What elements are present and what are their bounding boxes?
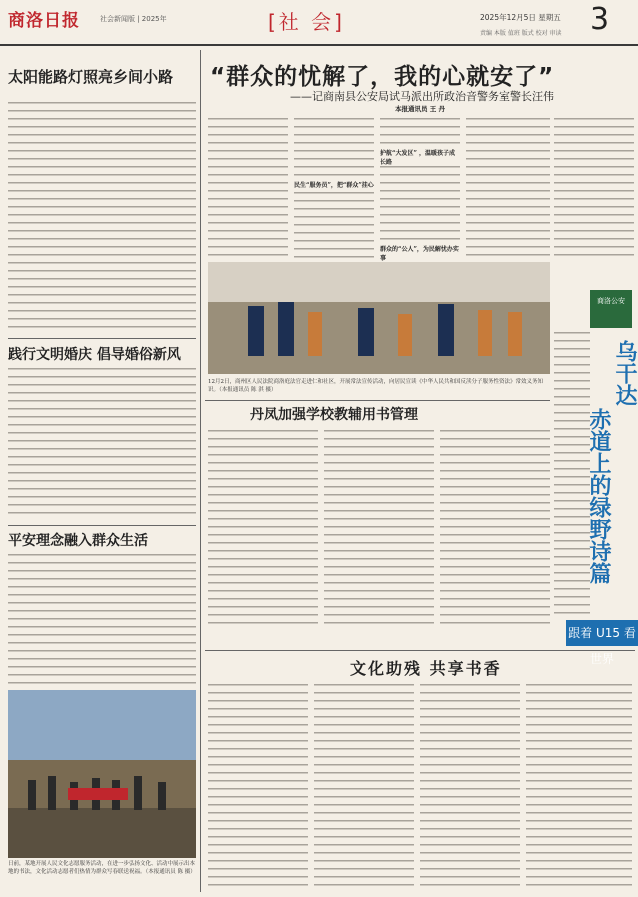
edition-info: 社会新闻版 | 2025年	[100, 15, 167, 23]
culture-col-1	[208, 682, 308, 890]
danfeng-col-2	[324, 428, 434, 624]
safety-body	[8, 552, 196, 684]
column-footer: 跟着 U15 看世界	[566, 620, 638, 646]
safety-title: 平安理念融入群众生活	[8, 533, 148, 549]
page-number: 3	[590, 2, 610, 37]
masthead	[0, 0, 638, 46]
main-photo-caption: 12月2日，商州区人民法院商洛庭法官走进仁和社区，开展常法宣传活动，向居民宣读《中华人民共和国反渎分子服务性资法》常效义务知识。（本报通讯员 陈 淇 摄）	[208, 379, 544, 393]
lead-subhead-3: 群众的“公人”，为民解忧办实事	[380, 246, 459, 262]
lead-subhead-2: 护航“大发区” ，温暖孩子成长路	[380, 148, 460, 166]
column-divider	[200, 50, 201, 892]
rural-road-title: 太阳能路灯照亮乡间小路	[8, 68, 174, 86]
newspaper-logo: 商洛日报	[8, 11, 80, 31]
volunteer-photo	[8, 690, 196, 858]
culture-col-2	[314, 682, 414, 890]
culture-title: 文化助残 共享书香	[350, 659, 502, 678]
column-title-b: 赤道上的绿野诗篇	[586, 408, 611, 584]
lead-col-4	[466, 116, 550, 258]
lead-subhead-1: 民生“服务员”，把“群众”挂心	[294, 182, 374, 189]
danfeng-col-1	[208, 428, 318, 624]
lead-col-5	[554, 116, 634, 258]
divider	[205, 650, 635, 651]
lead-col-2b	[294, 190, 374, 258]
editor-line: 责编 本版 值班 版式 校对 审读	[480, 30, 562, 37]
wedding-body	[8, 366, 196, 520]
divider	[8, 525, 196, 526]
left-photo-caption: 日前，某地开展人民文化志愿服务活动，在进一步弘扬文化、活动中展示出本地的书法，文化活动志愿者们热情为群众写春联送祝福。（本报通讯员 陈 摄）	[8, 861, 196, 875]
culture-col-4	[526, 682, 632, 890]
culture-col-3	[420, 682, 520, 890]
main-photo	[208, 262, 550, 374]
rural-road-body	[8, 100, 196, 332]
danfeng-title: 丹凤加强学校教辅用书管理	[250, 407, 418, 423]
column-title-a: 乌干达	[612, 340, 637, 406]
wedding-title: 践行文明婚庆 倡导婚俗新风	[8, 347, 181, 363]
divider	[205, 400, 550, 401]
lead-byline: 本报通讯员 王 丹	[395, 105, 446, 113]
column-title-box	[586, 330, 637, 620]
police-badge: 商洛公安	[590, 290, 632, 328]
lead-col-1	[208, 116, 288, 258]
lead-subhead: ——记商南县公安局试马派出所政治音警务室警长汪伟	[290, 90, 554, 103]
section-title: [社 会]	[268, 10, 345, 34]
issue-date: 2025年12月5日 星期五	[480, 13, 561, 22]
lead-col-3	[380, 116, 460, 258]
divider	[8, 338, 196, 339]
danfeng-col-3	[440, 428, 550, 624]
lead-headline: “群众的忧解了，我的心就安了”	[210, 64, 555, 90]
